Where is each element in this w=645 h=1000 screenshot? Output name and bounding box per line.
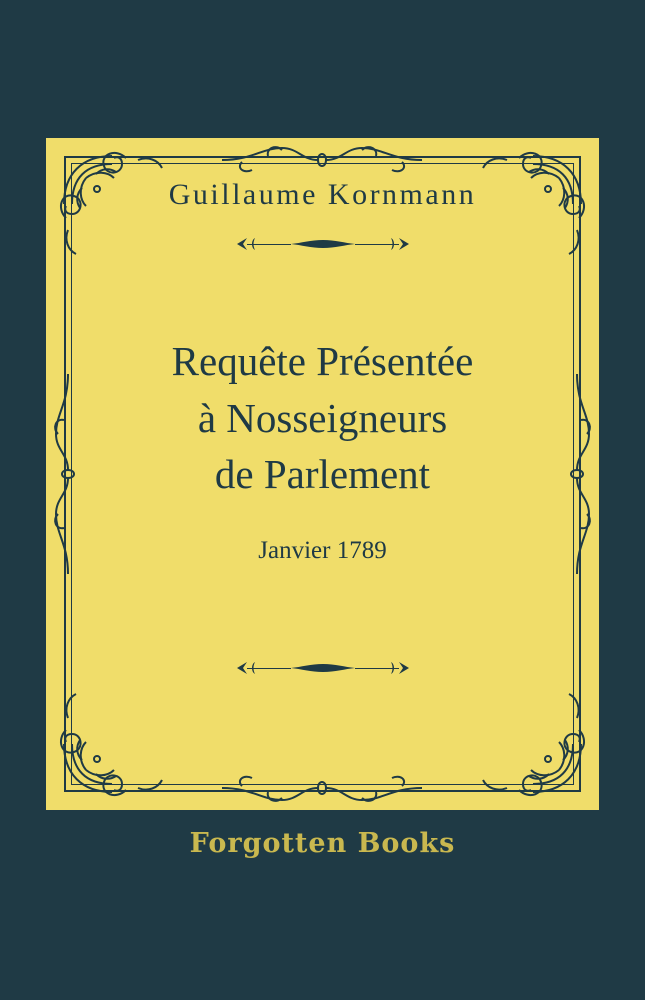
book-subtitle: Janvier 1789 (258, 536, 387, 564)
publisher-name: Forgotten Books (189, 828, 456, 859)
title-line: à Nosseigneurs (197, 394, 448, 441)
edge-flourish-icon (561, 374, 595, 574)
cover-content (98, 172, 547, 565)
ornamental-divider-icon (223, 658, 423, 678)
edge-flourish-icon (222, 142, 422, 176)
title-line: Requête Présentée (171, 338, 474, 384)
title-line: de Parlement (214, 451, 431, 498)
cover-panel (46, 138, 599, 810)
edge-flourish-icon (222, 772, 422, 806)
corner-flourish-icon (473, 684, 593, 804)
book-title (98, 333, 547, 503)
ornamental-divider-icon (223, 234, 423, 254)
author-name: Guillaume Kornmann (168, 178, 477, 211)
edge-flourish-icon (50, 374, 84, 574)
corner-flourish-icon (52, 684, 172, 804)
